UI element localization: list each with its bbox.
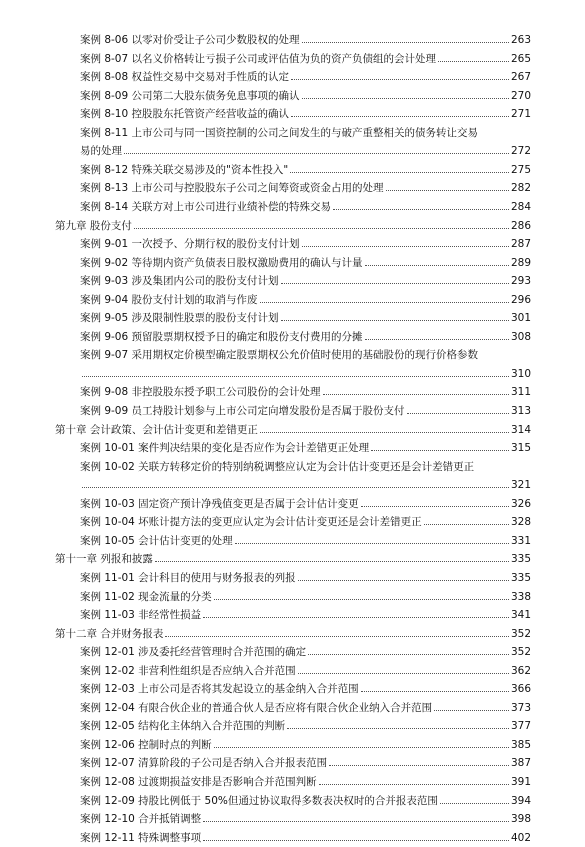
- toc-entry[interactable]: [0, 68, 585, 86]
- toc-entry-title: 案例 11-02 现金流量的分类: [80, 590, 212, 603]
- dot-leader: [281, 283, 509, 284]
- toc-entry[interactable]: [0, 50, 585, 68]
- toc-entry-title: 案例 12-04 有限合伙企业的普通合伙人是否应将有限合伙企业纳入合并范围: [80, 701, 433, 714]
- toc-entry-title: 案例 9-05 涉及限制性股票的股份支付计划: [80, 312, 279, 325]
- toc-entry-page: 352: [510, 646, 531, 659]
- dot-leader: [290, 172, 509, 173]
- dot-leader: [287, 728, 509, 729]
- dot-leader: [291, 116, 509, 117]
- toc-entry[interactable]: [0, 179, 585, 197]
- toc-entry[interactable]: [0, 643, 585, 661]
- toc-entry-page: 328: [510, 516, 531, 529]
- toc-entry[interactable]: [0, 198, 585, 216]
- toc-entry-page: 341: [510, 609, 531, 622]
- toc-entry-page: 394: [510, 794, 531, 807]
- toc-entry-page: 293: [510, 275, 531, 288]
- toc-entry-page: 287: [510, 238, 531, 251]
- dot-leader: [361, 506, 509, 507]
- dot-leader: [134, 228, 509, 229]
- dot-leader: [434, 710, 509, 711]
- toc-entry[interactable]: [0, 569, 585, 587]
- dot-leader: [302, 98, 509, 99]
- dot-leader: [371, 450, 509, 451]
- dot-leader: [440, 803, 509, 804]
- toc-entry-title: 案例 10-04 坏账计提方法的变更应认定为会计估计变更还是会计差错更正: [80, 516, 422, 529]
- toc-entry[interactable]: [0, 87, 585, 105]
- toc-entry-page: 275: [510, 163, 531, 176]
- toc-entry[interactable]: [0, 717, 585, 735]
- dot-leader: [329, 765, 509, 766]
- toc-chapter-title: 第十二章 合并财务报表: [55, 627, 164, 640]
- dot-leader: [407, 413, 509, 414]
- toc-entry-title-continued: 易的处理: [80, 145, 122, 158]
- toc-entry-continuation[interactable]: [0, 142, 585, 160]
- toc-entry-page: 362: [510, 664, 531, 677]
- toc-entry-title: 案例 12-10 合并抵销调整: [80, 813, 202, 826]
- toc-chapter[interactable]: [0, 550, 585, 568]
- toc-entry-title: 案例 12-07 清算阶段的子公司是否纳入合并报表范围: [80, 757, 328, 770]
- dot-leader: [323, 394, 509, 395]
- toc-entry[interactable]: [0, 254, 585, 272]
- toc-entry-page: 387: [510, 757, 531, 770]
- dot-leader: [365, 265, 509, 266]
- dot-leader: [319, 784, 509, 785]
- toc-entry-title: 案例 9-01 一次授予、分期行权的股份支付计划: [80, 238, 300, 251]
- toc-entry[interactable]: [0, 588, 585, 606]
- toc-entry-page: 331: [510, 534, 531, 547]
- dot-leader: [298, 673, 509, 674]
- toc-entry-title: 案例 9-04 股份支付计划的取消与作废: [80, 293, 258, 306]
- toc-entry-title: 案例 9-08 非控股股东授予职工公司股份的会计处理: [80, 386, 321, 399]
- dot-leader: [260, 302, 509, 303]
- toc-entry-title: 案例 8-08 权益性交易中交易对手性质的认定: [80, 71, 290, 84]
- dot-leader: [124, 153, 509, 154]
- toc-entry-page: 267: [510, 71, 531, 84]
- toc-entry-title: 案例 11-01 会计科目的使用与财务报表的列报: [80, 571, 296, 584]
- toc-entry-title: 案例 12-03 上市公司是否将其发起设立的基金纳入合并范围: [80, 683, 359, 696]
- toc-entry-title: 案例 8-07 以名义价格转让亏损子公司或评估值为负的资产负债组的会计处理: [80, 52, 437, 65]
- toc-entry-page: 335: [510, 571, 531, 584]
- dot-leader: [298, 580, 509, 581]
- toc-entry-title: 案例 12-09 持股比例低于 50%但通过协议取得多数表决权时的合并报表范围: [80, 794, 438, 807]
- toc-entry[interactable]: [0, 161, 585, 179]
- dot-leader: [291, 79, 509, 80]
- dot-leader: [386, 190, 509, 191]
- toc-entry-page: 377: [510, 720, 531, 733]
- toc-entry-title: 案例 9-03 涉及集团内公司的股份支付计划: [80, 275, 279, 288]
- dot-leader: [302, 246, 509, 247]
- toc-chapter-title: 第十一章 列报和披露: [55, 553, 153, 566]
- toc-entry-title: 案例 12-01 涉及委托经营管理时合并范围的确定: [80, 646, 307, 659]
- toc-entry[interactable]: [0, 272, 585, 290]
- dot-leader: [165, 636, 509, 637]
- toc-chapter-page: 286: [510, 219, 531, 232]
- dot-leader: [361, 691, 509, 692]
- toc-entry[interactable]: [0, 699, 585, 717]
- toc-entry[interactable]: [0, 495, 585, 513]
- toc-entry-page: 270: [510, 89, 531, 102]
- toc-entry-title: 案例 8-11 上市公司与同一国资控制的公司之间发生的与破产重整相关的债务转让交易: [80, 126, 479, 139]
- toc-entry[interactable]: [0, 754, 585, 772]
- toc-entry-page: 265: [510, 52, 531, 65]
- dot-leader: [82, 376, 509, 377]
- toc-entry[interactable]: [0, 439, 585, 457]
- toc-entry[interactable]: [0, 31, 585, 49]
- dot-leader: [214, 747, 509, 748]
- toc-entry-title: 案例 8-06 以零对价受让子公司少数股权的处理: [80, 34, 300, 46]
- toc-entry-title: 案例 9-06 预留股票期权授予日的确定和股份支付费用的分摊: [80, 330, 363, 343]
- dot-leader: [82, 487, 509, 488]
- toc-entry[interactable]: [0, 291, 585, 309]
- toc-chapter[interactable]: [0, 217, 585, 235]
- toc-entry[interactable]: [0, 662, 585, 680]
- dot-leader: [281, 320, 509, 321]
- toc-chapter-page: 335: [510, 553, 531, 566]
- toc-entry-title: 案例 8-12 特殊关联交易涉及的"资本性投入": [80, 163, 289, 176]
- toc-entry-page: 313: [510, 405, 531, 417]
- toc-entry[interactable]: [0, 124, 585, 142]
- toc-entry-page: 296: [510, 293, 531, 306]
- toc-entry[interactable]: [0, 792, 585, 810]
- toc-entry-title: 案例 8-13 上市公司与控股股东子公司之间筹资或资金占用的处理: [80, 182, 384, 195]
- toc-entry-title: 案例 10-01 案件判决结果的变化是否应作为会计差错更正处理: [80, 442, 370, 455]
- toc-entry[interactable]: [0, 810, 585, 828]
- toc-entry-page: 366: [510, 683, 531, 696]
- toc-entry-title: 案例 12-02 非营利性组织是否应纳入合并范围: [80, 664, 296, 677]
- toc-entry-page: 311: [510, 386, 531, 399]
- dot-leader: [214, 599, 509, 600]
- dot-leader: [365, 339, 509, 340]
- toc-entry[interactable]: [0, 829, 585, 847]
- toc-entry[interactable]: [0, 680, 585, 698]
- dot-leader: [155, 561, 509, 562]
- toc-entry-title: 案例 8-09 公司第二大股东债务免息事项的确认: [80, 89, 300, 102]
- toc-entry[interactable]: [0, 402, 585, 420]
- toc-entry-page: 398: [510, 813, 531, 826]
- dot-leader: [424, 524, 509, 525]
- toc-entry-page: 326: [510, 497, 531, 510]
- toc-entry-page: 289: [510, 256, 531, 269]
- toc-entry-title: 案例 12-06 控制时点的判断: [80, 738, 212, 751]
- toc-entry-title: 案例 12-05 结构化主体纳入合并范围的判断: [80, 720, 286, 733]
- dot-leader: [302, 42, 509, 43]
- toc-entry-page: 301: [510, 312, 531, 325]
- toc-entry-title: 案例 10-05 会计估计变更的处理: [80, 534, 233, 547]
- toc-entry-title: 案例 11-03 非经常性损益: [80, 609, 202, 622]
- dot-leader: [203, 840, 509, 841]
- toc-entry-title: 案例 10-02 关联方转移定价的特别纳税调整应认定为会计估计变更还是会计差错更正: [80, 460, 475, 473]
- toc-entry-continuation[interactable]: [0, 476, 585, 494]
- dot-leader: [235, 543, 509, 544]
- toc-entry-title: 案例 8-10 控股股东托管资产经营收益的确认: [80, 108, 290, 121]
- toc-entry-page: 284: [510, 200, 531, 213]
- toc-entry-page: 338: [510, 590, 531, 603]
- toc-entry-page: 373: [510, 701, 531, 714]
- toc-entry[interactable]: [0, 513, 585, 531]
- toc-entry-page: 321: [510, 479, 531, 492]
- dot-leader: [260, 432, 509, 433]
- toc-entry-title: 案例 8-14 关联方对上市公司进行业绩补偿的特殊交易: [80, 200, 332, 213]
- dot-leader: [438, 61, 509, 62]
- toc-entry-continuation[interactable]: [0, 365, 585, 383]
- toc-entry-page: 263: [510, 34, 531, 46]
- toc-entry-page: 391: [510, 776, 531, 788]
- toc-entry[interactable]: [0, 105, 585, 123]
- toc-entry-title: 案例 9-07 采用期权定价模型确定股票期权公允价值时使用的基础股份的现行价格参数: [80, 349, 479, 362]
- toc-entry-page: 385: [510, 738, 531, 751]
- toc-entry[interactable]: [0, 309, 585, 327]
- toc-entry-page: 272: [510, 145, 531, 158]
- toc-entry-page: 315: [510, 442, 531, 455]
- toc-chapter[interactable]: [0, 625, 585, 643]
- toc-entry-page: 308: [510, 330, 531, 343]
- toc-entry[interactable]: [0, 458, 585, 476]
- toc-chapter-title: 第十章 会计政策、会计估计变更和差错更正: [55, 423, 258, 436]
- toc-entry-page: 402: [510, 831, 531, 844]
- toc-entry-page: 310: [510, 367, 531, 380]
- toc-entry-title: 案例 12-08 过渡期损益安排是否影响合并范围判断: [80, 776, 317, 788]
- toc-entry[interactable]: [0, 773, 585, 791]
- toc-chapter[interactable]: [0, 421, 585, 439]
- dot-leader: [308, 654, 509, 655]
- toc-entry[interactable]: [0, 346, 585, 364]
- toc-entry[interactable]: [0, 736, 585, 754]
- toc-entry-title: 案例 9-02 等待期内资产负债表日股权激励费用的确认与计量: [80, 256, 363, 269]
- toc-entry[interactable]: [0, 383, 585, 401]
- toc-entry-title: 案例 9-09 员工持股计划参与上市公司定向增发股份是否属于股份支付: [80, 405, 405, 417]
- toc-chapter-page: 314: [510, 423, 531, 436]
- dot-leader: [203, 821, 509, 822]
- toc-entry-title: 案例 10-03 固定资产预计净残值变更是否属于会计估计变更: [80, 497, 359, 510]
- dot-leader: [203, 617, 509, 618]
- toc-entry-title: 案例 12-11 特殊调整事项: [80, 831, 202, 844]
- toc-entry-page: 271: [510, 108, 531, 121]
- toc-chapter-title: 第九章 股份支付: [55, 219, 132, 232]
- dot-leader: [333, 209, 509, 210]
- toc-entry[interactable]: [0, 235, 585, 253]
- toc-chapter-page: 352: [510, 627, 531, 640]
- toc-entry[interactable]: [0, 328, 585, 346]
- toc-entry[interactable]: [0, 532, 585, 550]
- toc-entry[interactable]: [0, 606, 585, 624]
- toc-entry-page: 282: [510, 182, 531, 195]
